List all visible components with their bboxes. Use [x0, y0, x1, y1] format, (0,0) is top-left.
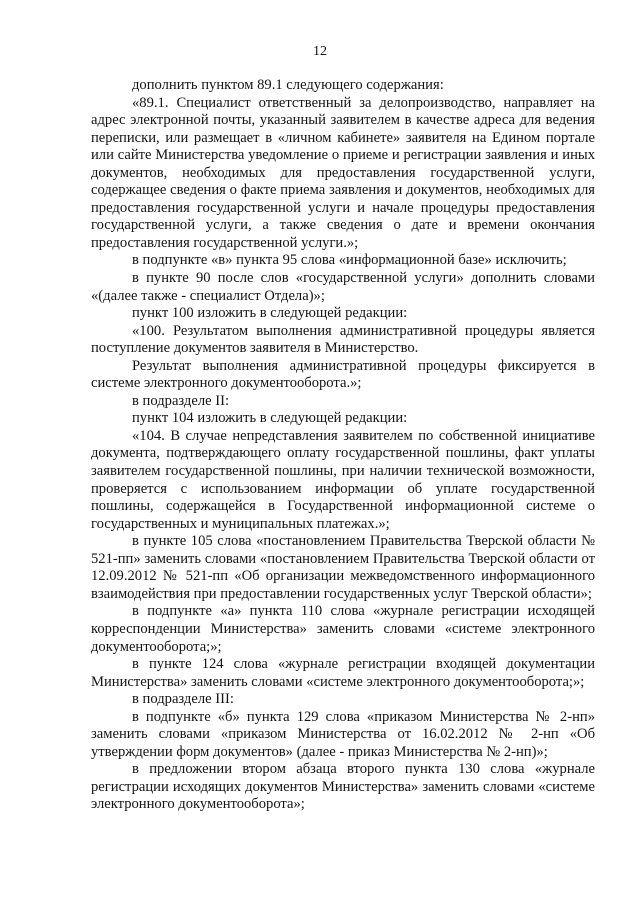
paragraph: «100. Результатом выполнения административной процедуры является поступление документов заявителя в Министерство. — [91, 322, 595, 357]
paragraph: в предложении втором абзаца второго пункта 130 слова «журнале регистрации исходящих документов Министерства» заменить словами «системе электронного документооборота»; — [91, 761, 595, 813]
paragraph: в пункте 105 слова «постановлением Правительства Тверской области № 521-пп» заменить словами «постановлением Правительства Тверской области от 12.09.2012 № 521-пп «Об организации межведомственного информационного взаимодействия при предоставлении государственных услуг Тверской области»; — [91, 533, 595, 602]
paragraph: «104. В случае непредставления заявителем по собственной инициативе документа, подтверждающего оплату государственной пошлины, факт уплаты заявителем государственной пошлины, при наличии технической возможности, проверяется с использованием информации об уплате государственной пошлины, содержащейся в Государственной информационной системе о государственных и муниципальных платежах.»; — [91, 427, 595, 532]
paragraph: пункт 100 изложить в следующей редакции: — [132, 305, 408, 322]
paragraph: в подпункте «а» пункта 110 слова «журнале регистрации исходящей корреспонденции Министерства» заменить словами «системе электронного документооборота;»; — [91, 603, 595, 655]
paragraph: в подразделе III: — [132, 691, 234, 708]
document-body — [91, 77, 595, 814]
paragraph: Результат выполнения административной процедуры фиксируется в системе электронного документооборота.»; — [91, 357, 595, 392]
paragraph: в подразделе II: — [132, 392, 230, 409]
paragraph: «89.1. Специалист ответственный за делопроизводство, направляет на адрес электронной почты, указанный заявителем в качестве адреса для ведения переписки, или размещает в «личном кабинете» заявителя на Едином портале или сайте Министерства уведомление о приеме и регистрации заявления и иных документов, необходимых для предоставления государственной услуги, содержащее сведения о факте приема заявления и документов, необходимых для предоставления государственной услуги и начале процедуры предоставления государственной услуги, а также сведения о дате и времени окончания предоставления государственной услуги.»; — [91, 94, 595, 251]
paragraph: в пункте 124 слова «журнале регистрации входящей документации Министерства» заменить словами «системе электронного документооборота;»; — [91, 656, 595, 690]
paragraph: пункт 104 изложить в следующей редакции: — [132, 410, 408, 427]
page-number: 12 — [313, 44, 327, 59]
paragraph: в подпункте «в» пункта 95 слова «информационной базе» исключить; — [132, 252, 567, 269]
paragraph: в подпункте «б» пункта 129 слова «приказом Министерства № 2-нп» заменить словами «приказом Министерства от 16.02.2012 № 2-нп «Об утверждении форм документов» (далее - приказ Министерства № 2-нп)»; — [91, 708, 595, 760]
paragraph: дополнить пунктом 89.1 следующего содержания: — [132, 77, 444, 93]
paragraph: в пункте 90 после слов «государственной услуги» дополнить словами «(далее также - специалист Отдела)»; — [91, 270, 595, 304]
